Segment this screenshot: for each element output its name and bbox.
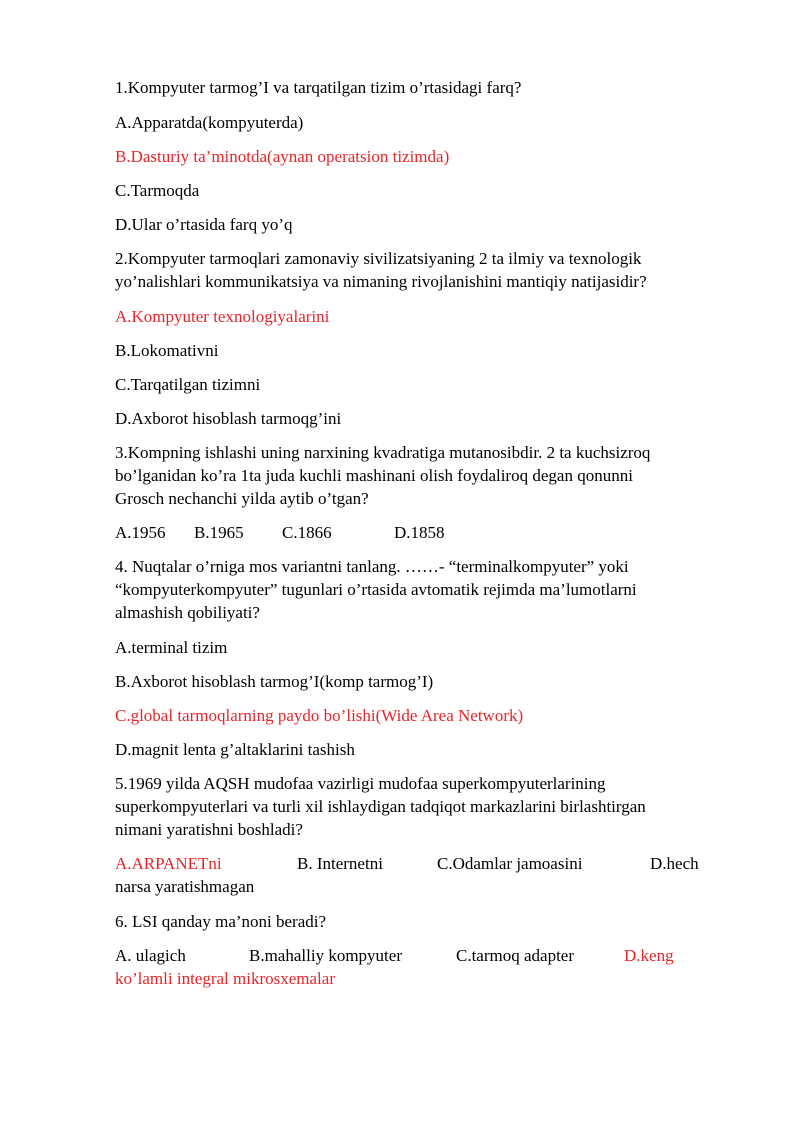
question-3-option-a: A.1956 [115, 523, 166, 542]
question-line: 1.Kompyuter tarmog’I va tarqatilgan tizim o’rtasidagi farq? [115, 78, 522, 97]
question-5-option-b: B. Internetni [297, 854, 383, 873]
question-1-option-d: D.Ular o’rtasida farq yo’q [115, 215, 293, 234]
question-5-option-d: D.hech [650, 854, 699, 873]
question-6-text [115, 910, 715, 933]
question-4-option-c-correct: C.global tarmoqlarning paydo bo’lishi(Wide Area Network) [115, 706, 524, 725]
question-line: nimani yaratishni boshladi? [115, 820, 303, 839]
question-4-text [115, 555, 715, 624]
question-2-option-d: D.Axborot hisoblash tarmoqg’ini [115, 409, 342, 428]
question-1-option-a: A.Apparatda(kompyuterda) [115, 113, 304, 132]
question-line: superkompyuterlari va turli xil ishlaydigan tadqiqot markazlarini birlashtirgan [115, 797, 646, 816]
question-line: 6. LSI qanday ma’noni beradi? [115, 912, 327, 931]
question-line: 3.Kompning ishlashi uning narxining kvadratiga mutanosibdir. 2 ta kuchsizroq [115, 443, 651, 462]
question-6-options-row [115, 944, 715, 990]
question-1-option-c: C.Tarmoqda [115, 181, 200, 200]
question-4-option-b: B.Axborot hisoblash tarmog’I(komp tarmog’I) [115, 672, 434, 691]
question-1-text [115, 76, 715, 99]
question-1-option-b-correct: B.Dasturiy ta’minotda(aynan operatsion tizimda) [115, 147, 450, 166]
question-2-option-c: C.Tarqatilgan tizimni [115, 375, 261, 394]
question-5-option-c: C.Odamlar jamoasini [437, 854, 583, 873]
question-6-option-b: B.mahalliy kompyuter [249, 946, 402, 965]
question-3-options-row [115, 521, 715, 544]
question-5-option-a-correct: A.ARPANETni [115, 854, 222, 873]
question-5-options-row [115, 852, 715, 898]
question-2-option-b: B.Lokomativni [115, 341, 219, 360]
question-4-option-a: A.terminal tizim [115, 638, 228, 657]
question-6-option-d-continuation: ko’lamli integral mikrosxemalar [115, 969, 335, 988]
question-line: almashish qobiliyati? [115, 603, 260, 622]
question-line: 2.Kompyuter tarmoqlari zamonaviy sivilizatsiyaning 2 ta ilmiy va texnologik [115, 249, 642, 268]
question-3-option-c: C.1866 [282, 523, 332, 542]
question-line: “kompyuterkompyuter” tugunlari o’rtasida avtomatik rejimda ma’lumotlarni [115, 580, 637, 599]
question-6-option-c: C.tarmoq adapter [456, 946, 575, 965]
question-3-option-d: D.1858 [394, 523, 445, 542]
question-2-text [115, 247, 715, 293]
question-6-option-a: A. ulagich [115, 946, 186, 965]
question-6-option-d-correct: D.keng [624, 946, 674, 965]
question-2-option-a-correct: A.Kompyuter texnologiyalarini [115, 307, 330, 326]
question-line: yo’nalishlari kommunikatsiya va nimaning rivojlanishini mantiqiy natijasidir? [115, 272, 647, 291]
question-line: 5.1969 yilda AQSH mudofaa vazirligi mudofaa superkompyuterlarining [115, 774, 606, 793]
question-line: bo’lganidan ko’ra 1ta juda kuchli mashinani olish foydaliroq degan qonunni [115, 466, 633, 485]
question-line: 4. Nuqtalar o’rniga mos variantni tanlang. ……- “terminalkompyuter” yoki [115, 557, 629, 576]
question-5-option-d-continuation: narsa yaratishmagan [115, 877, 255, 896]
question-3-text [115, 441, 715, 510]
question-5-text [115, 772, 715, 841]
question-4-option-d: D.magnit lenta g’altaklarini tashish [115, 740, 355, 759]
question-3-option-b: B.1965 [194, 523, 244, 542]
question-line: Grosch nechanchi yilda aytib o’tgan? [115, 489, 369, 508]
